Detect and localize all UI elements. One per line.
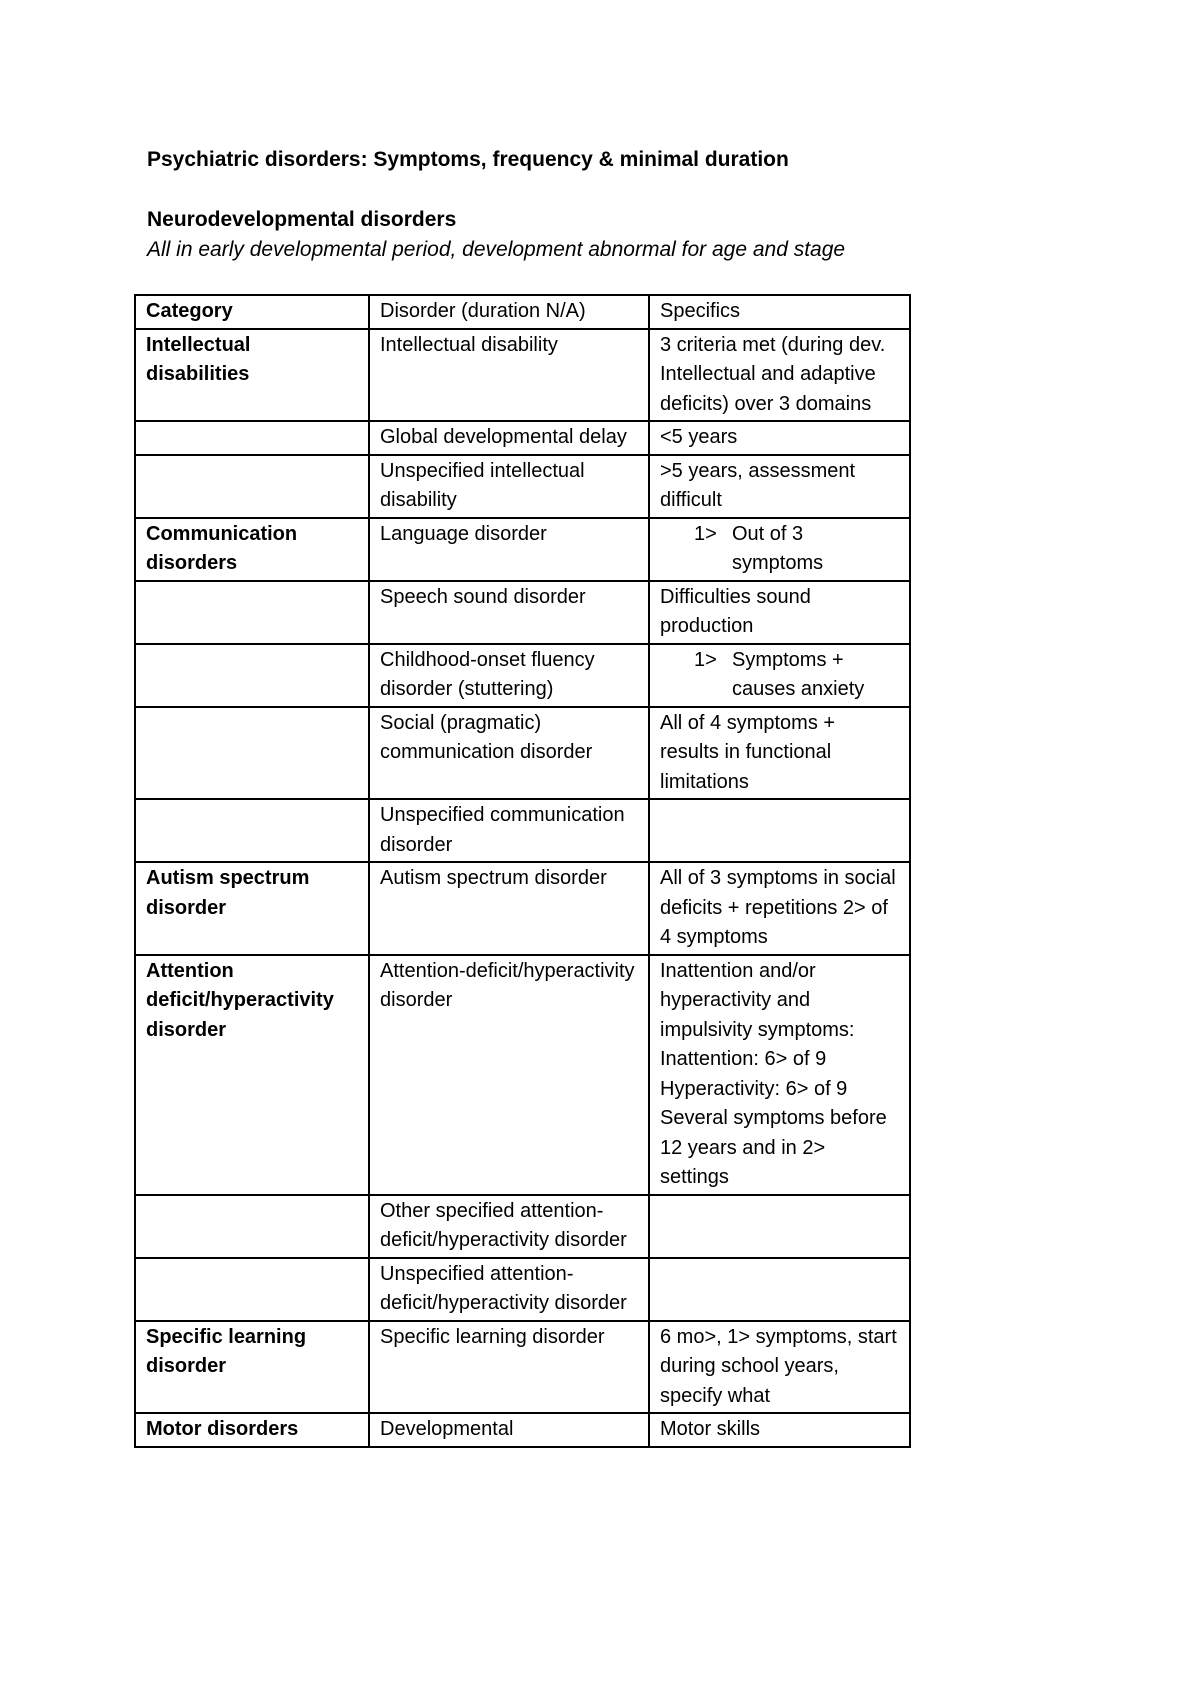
category-cell: Communication disorders [135,518,369,581]
category-cell [135,581,369,644]
specifics-cell [649,518,910,581]
specifics-cell: Motor skills [649,1413,910,1447]
table-row [135,329,910,422]
category-cell: Attention deficit/hyperactivity disorder [135,955,369,1195]
disorder-cell: Unspecified attention-deficit/hyperactivity disorder [369,1258,649,1321]
table-row [135,799,910,862]
category-cell [135,707,369,800]
table-row [135,581,910,644]
category-cell: Autism spectrum disorder [135,862,369,955]
disorder-cell: Specific learning disorder [369,1321,649,1414]
disorders-table [134,294,911,1448]
disorder-cell: Other specified attention-deficit/hyperactivity disorder [369,1195,649,1258]
specifics-cell: 3 criteria met (during dev. Intellectual and adaptive deficits) over 3 domains [649,329,910,422]
specifics-cell: All of 3 symptoms in social deficits + repetitions 2> of 4 symptoms [649,862,910,955]
table-row [135,1413,910,1447]
header-disorder: Disorder (duration N/A) [369,295,649,329]
table-row [135,862,910,955]
specifics-cell: Difficulties sound production [649,581,910,644]
disorder-cell: Unspecified intellectual disability [369,455,649,518]
category-cell: Intellectual disabilities [135,329,369,422]
header-category: Category [135,295,369,329]
section-heading: Neurodevelopmental disorders [147,208,457,231]
list-text: Out of 3 symptoms [732,522,824,574]
table-row [135,707,910,800]
category-cell [135,799,369,862]
category-cell [135,421,369,455]
list-number: 1> [694,648,717,671]
table-row [135,455,910,518]
disorder-cell: Intellectual disability [369,329,649,422]
specifics-cell: All of 4 symptoms + results in functional limitations [649,707,910,800]
disorder-cell: Autism spectrum disorder [369,862,649,955]
list-text: Symptoms + causes anxiety [732,648,865,700]
disorder-cell: Developmental [369,1413,649,1447]
specifics-cell [649,1195,910,1258]
disorder-cell: Speech sound disorder [369,581,649,644]
category-cell: Specific learning disorder [135,1321,369,1414]
disorder-cell: Global developmental delay [369,421,649,455]
category-cell: Motor disorders [135,1413,369,1447]
table-row [135,1258,910,1321]
specifics-cell: <5 years [649,421,910,455]
category-cell [135,1195,369,1258]
table-row [135,644,910,707]
specifics-list-item [660,646,899,705]
specifics-line: Several symptoms before 12 years and in 2> settings [660,1107,887,1188]
document-title: Psychiatric disorders: Symptoms, frequency & minimal duration [147,148,789,171]
table-header-row [135,295,910,329]
disorder-cell: Unspecified communication disorder [369,799,649,862]
list-number: 1> [694,522,717,545]
specifics-cell: >5 years, assessment difficult [649,455,910,518]
specifics-cell [649,644,910,707]
specifics-line: Inattention: 6> of 9 [660,1048,827,1070]
section-subtitle: All in early developmental period, development abnormal for age and stage [147,238,846,261]
specifics-cell: 6 mo>, 1> symptoms, start during school years, specify what [649,1321,910,1414]
specifics-cell [649,1258,910,1321]
category-cell [135,455,369,518]
table-row [135,1321,910,1414]
category-cell [135,644,369,707]
disorder-cell: Childhood-onset fluency disorder (stuttering) [369,644,649,707]
specifics-list-item [660,520,899,579]
category-cell [135,1258,369,1321]
disorder-cell: Social (pragmatic) communication disorder [369,707,649,800]
table-row [135,955,910,1195]
specifics-cell [649,799,910,862]
disorder-cell: Attention-deficit/hyperactivity disorder [369,955,649,1195]
disorder-cell: Language disorder [369,518,649,581]
table-row [135,518,910,581]
specifics-cell [649,955,910,1195]
table-row [135,421,910,455]
table-row [135,1195,910,1258]
specifics-line: Inattention and/or hyperactivity and impulsivity symptoms: [660,959,855,1041]
header-specifics: Specifics [649,295,910,329]
specifics-line: Hyperactivity: 6> of 9 [660,1077,848,1100]
